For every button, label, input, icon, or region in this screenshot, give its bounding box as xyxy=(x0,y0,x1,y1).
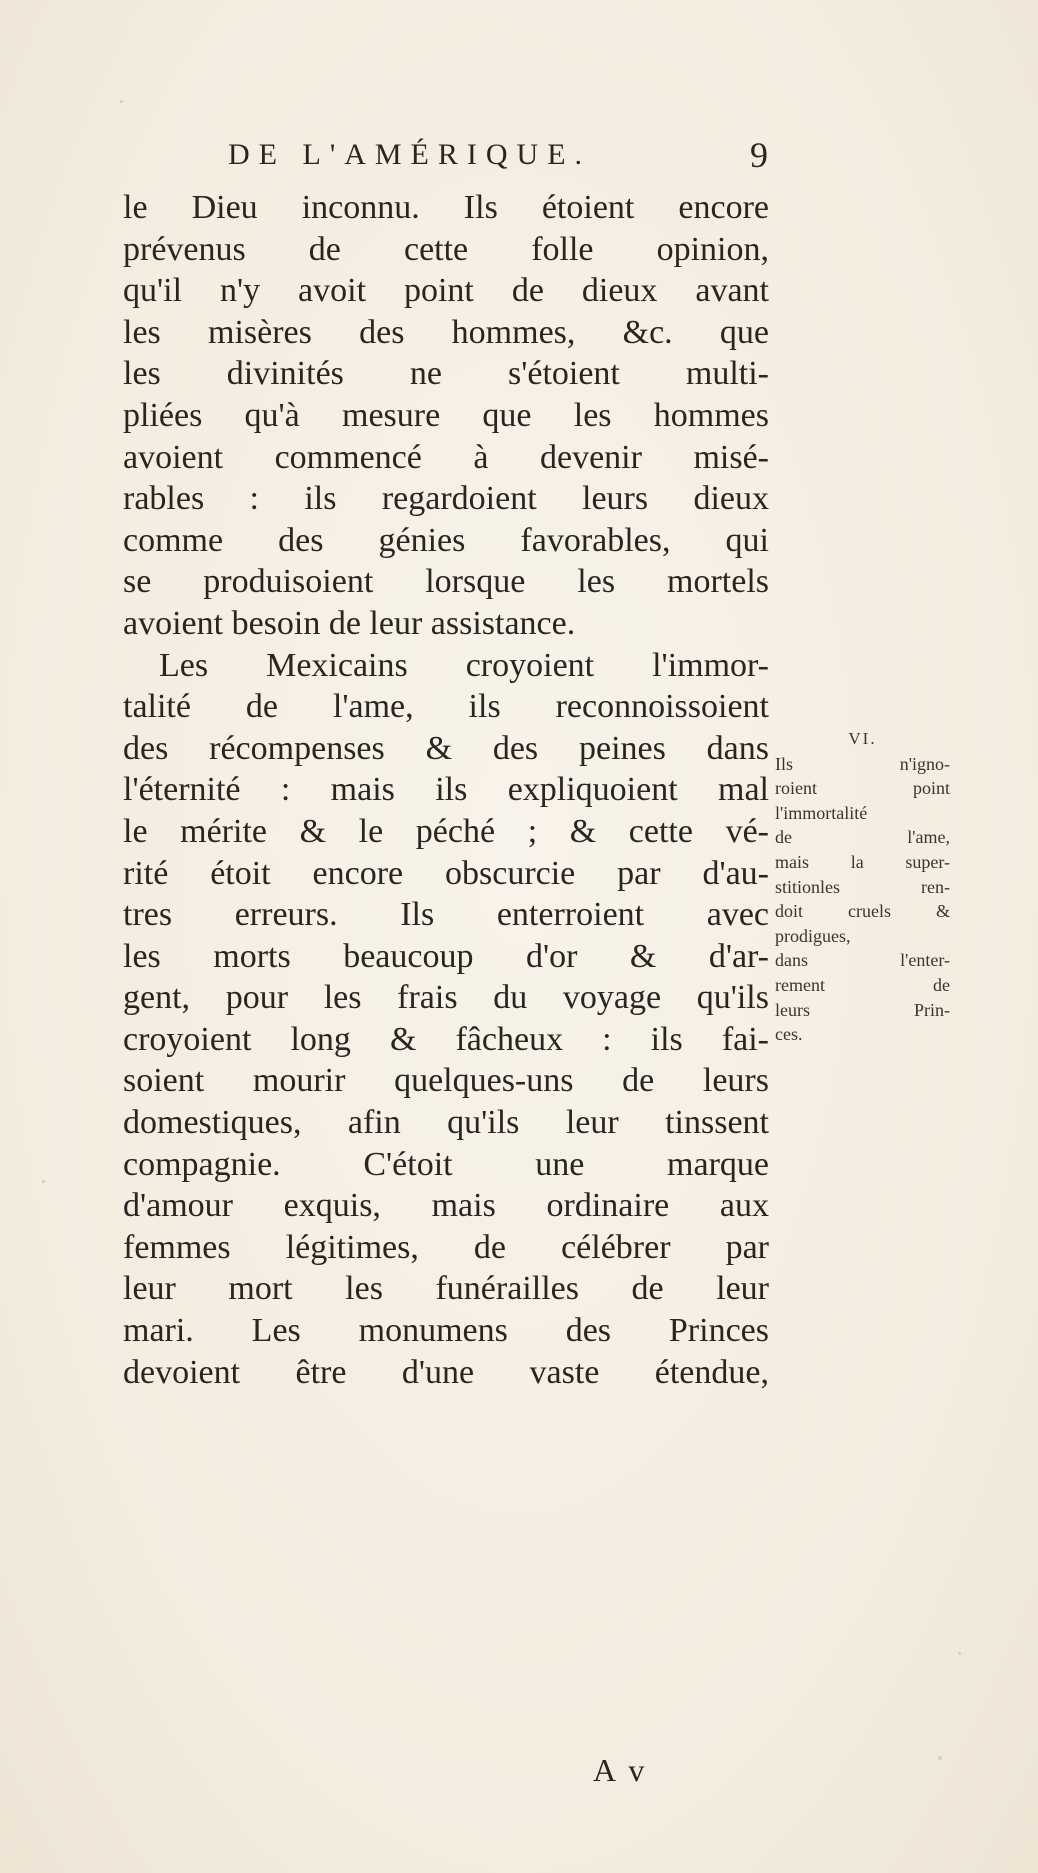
text-line: avoient commencé à devenir misé- xyxy=(123,438,769,476)
text-line: les divinités ne s'étoient multi- xyxy=(123,355,769,393)
text-line: talité de l'ame, ils reconnoissoient xyxy=(123,688,769,726)
text-line: mari. Les monumens des Princes xyxy=(123,1312,769,1350)
margin-note-line: rement de xyxy=(775,974,950,995)
margin-note-line: Ils n'igno- xyxy=(775,753,950,774)
text-line: leur mort les funérailles de leur xyxy=(123,1270,769,1308)
paper-speck xyxy=(42,1180,45,1183)
margin-note-line: de l'ame, xyxy=(775,827,950,848)
text-line: le Dieu inconnu. Ils étoient encore xyxy=(123,189,769,226)
text-line: compagnie. C'étoit une marque xyxy=(123,1145,769,1183)
margin-note-line: ces. xyxy=(775,1024,803,1045)
margin-note xyxy=(775,727,950,1047)
text-line: qu'il n'y avoit point de dieux avant xyxy=(123,272,769,310)
margin-note-line: stitionles ren- xyxy=(775,876,950,897)
text-line: le mérite & le péché ; & cette vé- xyxy=(123,812,769,850)
text-line: domestiques, afin qu'ils leur tinssent xyxy=(123,1104,769,1142)
paper-speck xyxy=(958,1652,961,1655)
text-line: devoient être d'une vaste étendue, xyxy=(123,1353,769,1391)
text-line: rité étoit encore obscurcie par d'au- xyxy=(123,854,769,892)
text-line: croyoient long & fâcheux : ils fai- xyxy=(123,1020,769,1058)
text-line: rables : ils regardoient leurs dieux xyxy=(123,480,769,518)
text-line: d'amour exquis, mais ordinaire aux xyxy=(123,1187,769,1225)
paper-speck xyxy=(120,100,123,103)
text-line: tres erreurs. Ils enterroient avec xyxy=(123,896,769,934)
margin-note-line: prodigues, xyxy=(775,925,851,946)
text-line: pliées qu'à mesure que les hommes xyxy=(123,396,769,434)
text-line: prévenus de cette folle opinion, xyxy=(123,230,769,268)
text-line: avoient besoin de leur assistance. xyxy=(123,604,576,642)
text-line: femmes légitimes, de célébrer par xyxy=(123,1228,769,1266)
text-line: soient mourir quelques-uns de leurs xyxy=(123,1062,769,1100)
catchword: A v xyxy=(593,1752,648,1788)
margin-note-number: VI. xyxy=(848,729,877,748)
text-line: des récompenses & des peines dans xyxy=(123,729,769,767)
text-line: les morts beaucoup d'or & d'ar- xyxy=(123,937,769,975)
text-line: comme des génies favorables, qui xyxy=(123,521,769,559)
text-line: Les Mexicains croyoient l'immor- xyxy=(159,646,769,684)
running-header xyxy=(228,135,768,182)
text-line: les misères des hommes, &c. que xyxy=(123,313,769,351)
margin-note-line: roient point xyxy=(775,778,950,799)
margin-note-line: leurs Prin- xyxy=(775,999,950,1020)
margin-note-line: doit cruels & xyxy=(775,901,950,922)
text-line: se produisoient lorsque les mortels xyxy=(123,563,769,601)
paper-speck xyxy=(938,1756,942,1760)
margin-note-line: mais la super- xyxy=(775,851,950,872)
running-title: DE L'AMÉRIQUE. xyxy=(228,138,592,171)
text-line: l'éternité : mais ils expliquoient mal xyxy=(123,771,769,809)
text-line: gent, pour les frais du voyage qu'ils xyxy=(123,979,769,1017)
margin-note-line: l'immortalité xyxy=(775,802,868,823)
body-text xyxy=(123,187,769,1393)
page-number: 9 xyxy=(750,135,768,175)
margin-note-line: dans l'enter- xyxy=(775,950,950,971)
